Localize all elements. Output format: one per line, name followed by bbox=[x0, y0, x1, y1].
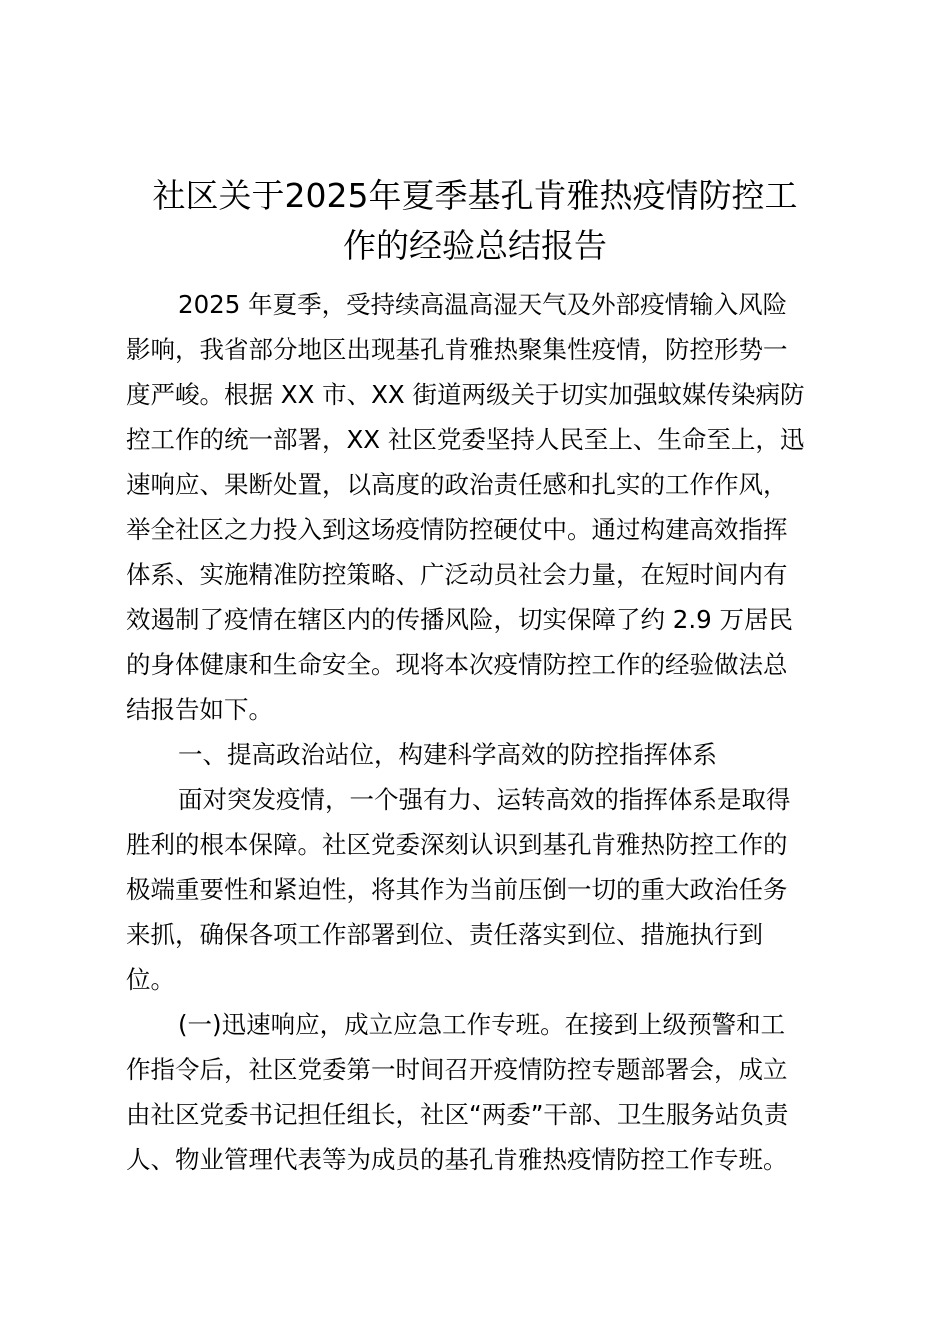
paragraph-line: 度严峻。根据 XX 市、XX 街道两级关于切实加强蚊媒传染病防 bbox=[126, 380, 805, 409]
paragraph-line: 结报告如下。 bbox=[126, 695, 273, 724]
paragraph-line: 影响，我省部分地区出现基孔肯雅热聚集性疫情，防控形势一 bbox=[126, 335, 788, 364]
subsection-paragraph bbox=[126, 1002, 836, 1182]
heading-line: 一、提高政治站位，构建科学高效的防控指挥体系 bbox=[178, 740, 717, 769]
paragraph-line: 2025 年夏季，受持续高温高湿天气及外部疫情输入风险 bbox=[178, 290, 788, 319]
intro-paragraph bbox=[126, 282, 836, 732]
paragraph-line: 的身体健康和生命安全。现将本次疫情防控工作的经验做法总 bbox=[126, 650, 788, 679]
paragraph-line: 体系、实施精准防控策略、广泛动员社会力量，在短时间内有 bbox=[126, 560, 788, 589]
paragraph-line: 人、物业管理代表等为成员的基孔肯雅热疫情防控工作专班。 bbox=[126, 1145, 788, 1174]
document-title bbox=[110, 171, 840, 271]
paragraph-line: 举全社区之力投入到这场疫情防控硬仗中。通过构建高效指挥 bbox=[126, 515, 788, 544]
section-paragraph bbox=[126, 777, 836, 1002]
title-line: 社区关于2025年夏季基孔肯雅热疫情防控工 bbox=[152, 176, 798, 215]
document-body bbox=[126, 282, 836, 1182]
paragraph-line: 效遏制了疫情在辖区内的传播风险，切实保障了约 2.9 万居民 bbox=[126, 605, 794, 634]
paragraph-line: 来抓，确保各项工作部署到位、责任落实到位、措施执行到 bbox=[126, 920, 763, 949]
paragraph-line: (一)迅速响应，成立应急工作专班。在接到上级预警和工 bbox=[178, 1010, 786, 1039]
paragraph-line: 由社区党委书记担任组长，社区“两委”干部、卫生服务站负责 bbox=[126, 1100, 789, 1129]
paragraph-line: 胜利的根本保障。社区党委深刻认识到基孔肯雅热防控工作的 bbox=[126, 830, 788, 859]
section-heading bbox=[126, 732, 836, 777]
paragraph-line: 速响应、果断处置，以高度的政治责任感和扎实的工作作风， bbox=[126, 470, 788, 499]
title-line: 作的经验总结报告 bbox=[343, 226, 607, 265]
paragraph-line: 面对突发疫情，一个强有力、运转高效的指挥体系是取得 bbox=[178, 785, 791, 814]
paragraph-line: 极端重要性和紧迫性，将其作为当前压倒一切的重大政治任务 bbox=[126, 875, 788, 904]
paragraph-line: 作指令后，社区党委第一时间召开疫情防控专题部署会，成立 bbox=[126, 1055, 788, 1084]
paragraph-line: 控工作的统一部署，XX 社区党委坚持人民至上、生命至上，迅 bbox=[126, 425, 805, 454]
paragraph-line: 位。 bbox=[126, 965, 175, 994]
